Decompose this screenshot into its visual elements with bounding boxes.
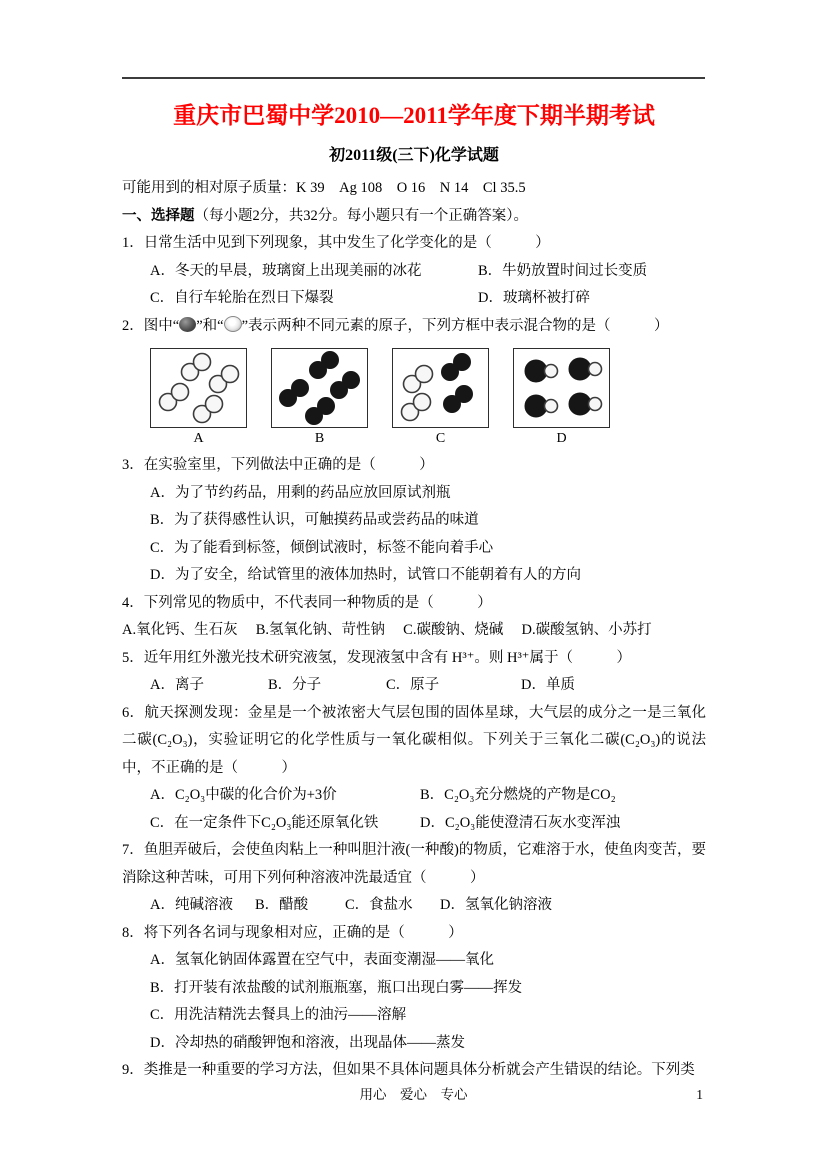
white-atom	[172, 384, 189, 401]
option-6c: C．在一定条件下C₂O₃能还原氧化铁	[150, 814, 379, 831]
header-rule	[122, 77, 705, 79]
option-6b: B．C₂O₃充分燃烧的产物是CO₂	[420, 787, 616, 803]
molecule-drawing-C	[392, 348, 489, 428]
option-7b: B．醋酸	[255, 897, 309, 913]
question-5-stem: 5．近年用红外激光技术研究液氢，发现液氢中含有 H³⁺。则 H³⁺属于（ ）	[122, 649, 631, 666]
option-6d: D．C₂O₃能使澄清石灰水变浑浊	[420, 814, 621, 831]
section-heading-rest: （每小题2分，共32分。每小题只有一个正确答案）。	[194, 207, 528, 224]
option-5d: D．单质	[521, 677, 575, 693]
molecule-drawing-B	[271, 348, 368, 428]
question-5-options	[122, 672, 706, 700]
question-2-stem-prefix: 2．图中“	[122, 317, 180, 334]
diagram-box-label: B	[314, 431, 325, 446]
black-atom	[454, 354, 471, 371]
question-1-options-row-2	[122, 285, 706, 313]
question-1-stem: 1．日常生活中见到下列现象，其中发生了化学变化的是（ ）	[122, 235, 550, 251]
black-atom	[456, 386, 473, 403]
question-4-stem: 4．下列常见的物质中，不代表同一种物质的是（ ）	[122, 594, 492, 611]
option-8d: D．冷却热的硝酸钾饱和溶液，出现晶体——蒸发	[150, 1034, 465, 1051]
option-3b: B．为了获得感性认识，可触摸药品或尝药品的味道	[150, 512, 479, 528]
question-7	[122, 837, 706, 920]
white-atom	[545, 365, 558, 378]
question-3-stem: 3．在实验室里，下列做法中正确的是（ ）	[122, 457, 434, 473]
question-6	[122, 700, 706, 838]
option-1b: B．牛奶放置时间过长变质	[478, 262, 648, 279]
footer-motto: 用心 爱心 专心	[359, 1087, 468, 1102]
question-9-stem: 9．类推是一种重要的学习方法，但如果不具体问题具体分析就会产生错误的结论。下列类	[122, 1062, 695, 1078]
white-atom	[545, 400, 558, 413]
white-atom	[206, 396, 223, 413]
molecule-drawing-A	[150, 348, 247, 428]
option-8c: C．用洗洁精洗去餐具上的油污——溶解	[150, 1007, 407, 1023]
question-7-stem: 7．鱼胆弄破后，会使鱼肉粘上一种叫胆汁液(一种酸)的物质，它难溶于水，使鱼肉变苦，要消除这种苦味，可用下列何种溶液冲洗最适宜（ ）	[122, 842, 706, 886]
question-8	[122, 920, 706, 1058]
option-1c: C．自行车轮胎在烈日下爆裂	[150, 290, 334, 306]
question-6-stem: 6．航天探测发现：金星是一个被浓密大气层包围的固体星球，大气层的成分之一是三氧化二碳(C₂O₃)，实验证明它的化学性质与一氧化碳相似。下列关于三氧化二碳(C₂O₃)的说法中，不正确的是（ ）	[122, 704, 706, 776]
option-5a: A．离子	[150, 677, 204, 693]
question-1-options-row-1	[122, 258, 706, 286]
question-4	[122, 590, 706, 645]
page-footer	[122, 1086, 705, 1104]
question-5	[122, 645, 706, 700]
exam-page	[122, 92, 706, 1085]
question-4-options: A.氧化钙、生石灰 B.氢氧化钠、苛性钠 C.碳酸钠、烧碱 D.碳酸氢钠、小苏打	[122, 622, 652, 638]
option-3a: A．为了节约药品，用剩的药品应放回原试剂瓶	[150, 484, 451, 501]
diagram-box-label: A	[193, 431, 204, 446]
question-6-options-row-1	[122, 782, 706, 810]
option-1a: A．冬天的早晨，玻璃窗上出现美丽的冰花	[150, 262, 422, 279]
option-5c: C．原子	[386, 677, 440, 693]
option-3c: C．为了能看到标签，倾倒试液时，标签不能向着手心	[150, 539, 494, 556]
diagram-box-label: D	[556, 431, 567, 446]
molecule-drawing-D	[513, 348, 610, 428]
option-8a: A．氢氧化钠固体露置在空气中，表面变潮湿——氧化	[150, 952, 494, 968]
diagram-box-A	[150, 348, 247, 448]
black-atom	[292, 380, 309, 397]
light-atom-icon	[224, 316, 242, 332]
dark-atom-icon	[179, 317, 196, 332]
question-2-stem	[122, 313, 706, 341]
option-1d: D．玻璃杯被打碎	[478, 290, 590, 306]
option-7d: D．氢氧化钠溶液	[440, 897, 552, 913]
option-3d: D．为了安全，给试管里的液体加热时，试管口不能朝着有人的方向	[150, 567, 581, 583]
diagram-box-label: C	[435, 431, 446, 446]
option-8b: B．打开装有浓盐酸的试剂瓶瓶塞，瓶口出现白雾——挥发	[150, 979, 523, 996]
question-8-stem: 8．将下列各名词与现象相对应，正确的是（ ）	[122, 924, 463, 941]
option-6a: A．C₂O₃中碳的化合价为+3价	[150, 787, 337, 803]
question-2-stem-suffix: ”表示两种不同元素的原子，下列方框中表示混合物的是（ ）	[241, 317, 669, 334]
black-atom	[322, 352, 339, 369]
q2-diagram	[150, 348, 706, 448]
white-atom	[589, 363, 602, 376]
question-7-options	[122, 892, 706, 920]
question-2-stem-mid: ”和“	[196, 317, 224, 334]
diagram-box-D	[513, 348, 610, 448]
page-number: 1	[696, 1087, 703, 1102]
white-atom	[194, 354, 211, 371]
section-heading	[122, 203, 706, 231]
atomic-masses-line: 可能用到的相对原子质量：K 39 Ag 108 O 16 N 14 Cl 35.5	[122, 180, 526, 196]
option-5b: B．分子	[268, 677, 322, 693]
page-title: 重庆市巴蜀中学2010—2011学年度下期半期考试	[173, 103, 655, 128]
white-atom	[416, 366, 433, 383]
option-7a: A．纯碱溶液	[150, 897, 233, 913]
question-3	[122, 452, 706, 590]
white-atom	[414, 394, 431, 411]
white-atom	[222, 366, 239, 383]
section-heading-bold: 一、选择题	[122, 207, 195, 224]
diagram-box-B	[271, 348, 368, 448]
question-2	[122, 313, 706, 449]
black-atom	[343, 372, 360, 389]
option-7c: C．食盐水	[345, 897, 413, 913]
black-atom	[318, 398, 335, 415]
question-1	[122, 230, 706, 313]
diagram-box-C	[392, 348, 489, 448]
exam-subtitle: 初2011级(三下)化学试题	[329, 146, 499, 164]
question-6-options-row-2	[122, 810, 706, 838]
white-atom	[589, 398, 602, 411]
